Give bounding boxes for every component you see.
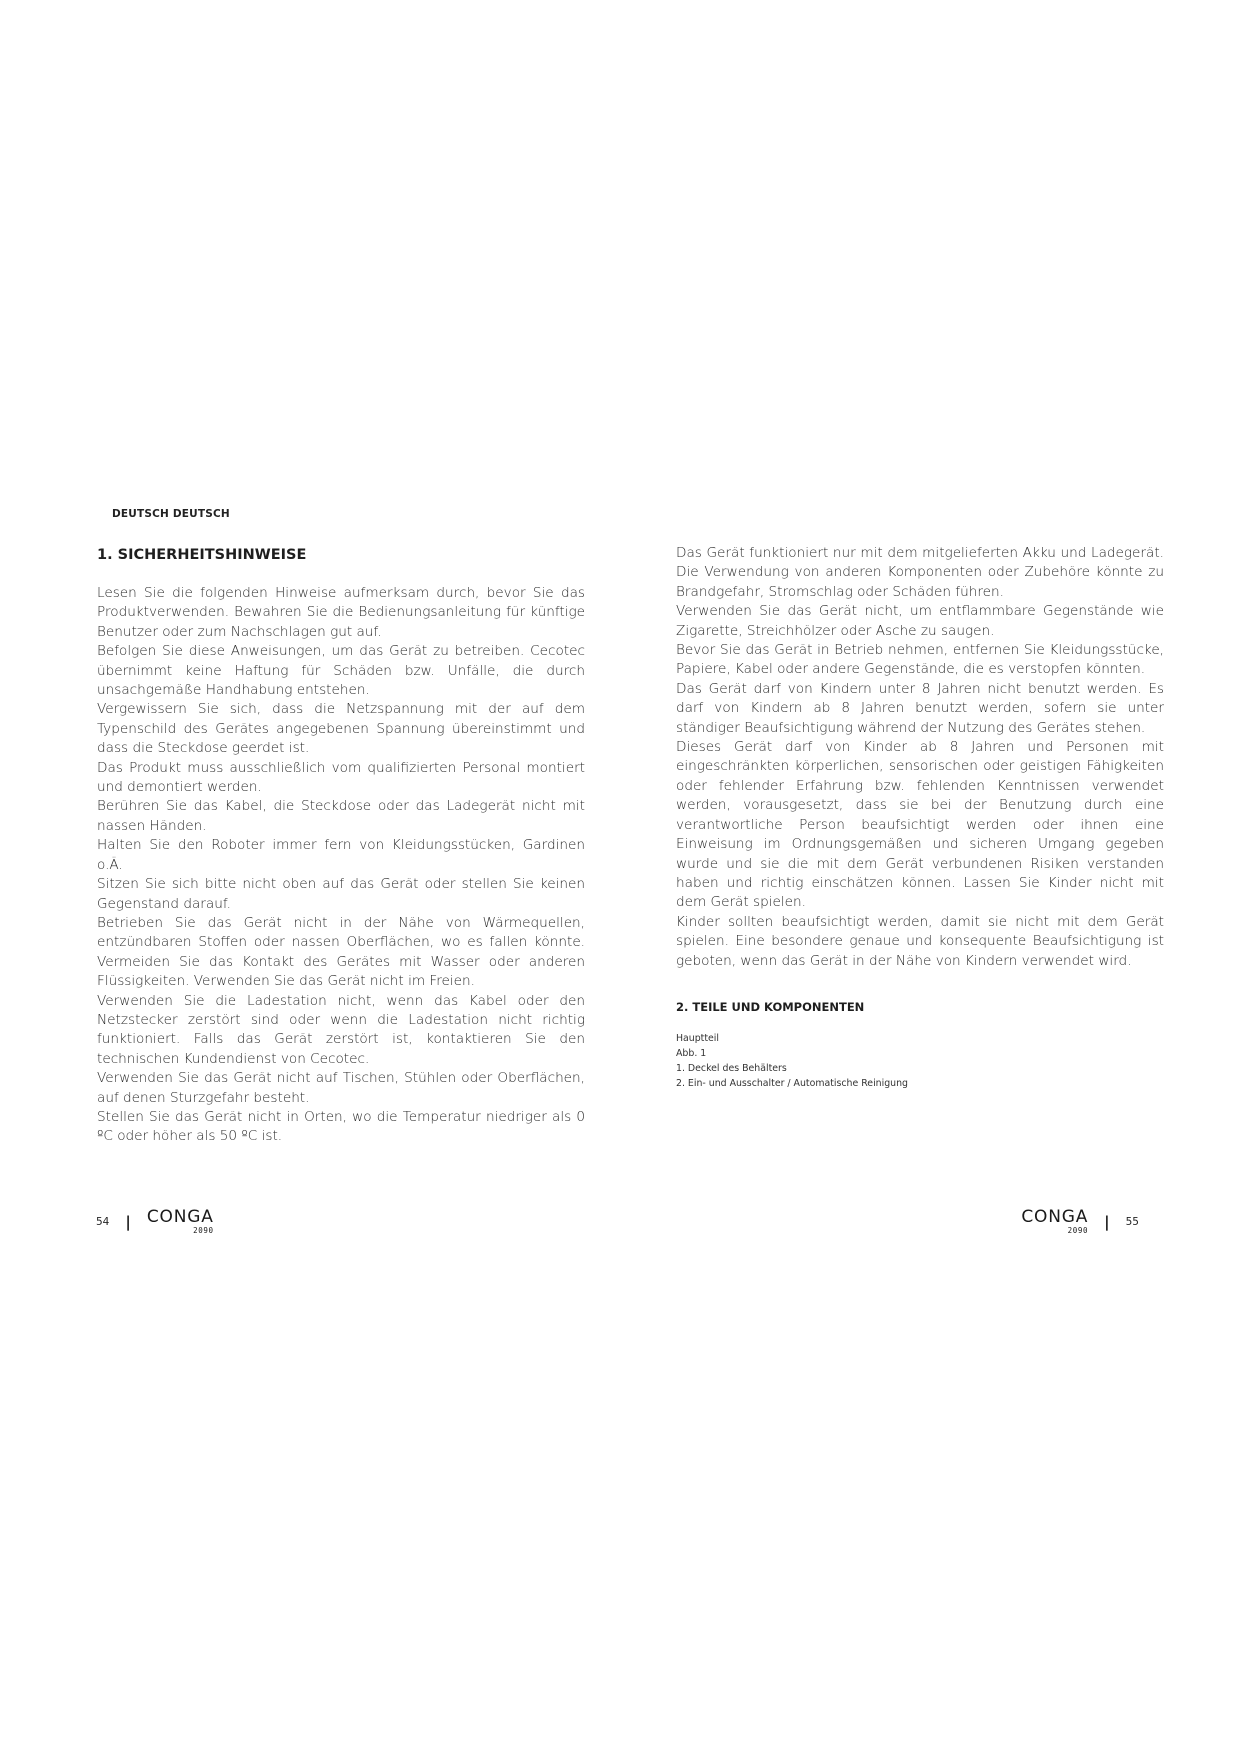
page-number-right: 55 [1125, 1216, 1139, 1228]
parts-list-item: 1. Deckel des Behälters [676, 1062, 787, 1074]
left-column [97, 544, 585, 1147]
footer-separator: | [1104, 1213, 1110, 1231]
figure-label: Abb. 1 [676, 1047, 707, 1059]
logo-wordmark: CONGA [146, 1207, 214, 1228]
footer-left [96, 1207, 214, 1237]
parts-list-item: 2. Ein- und Ausschalter / Automatische Reinigung [676, 1077, 909, 1089]
footer-separator: | [125, 1213, 131, 1231]
paragraph: Stellen Sie das Gerät nicht in Orten, wo die Temperatur niedriger als 0 ºC oder höher als 50 ºC ist. [97, 1108, 585, 1145]
paragraph: Berühren Sie das Kabel, die Steckdose oder das Ladegerät nicht mit nassen Händen. [97, 798, 585, 834]
paragraph: Vergewissern Sie sich, dass die Netzspannung mit der auf dem Typenschild des Gerätes angegebenen Spannung übereinstimmt und dass die Steckdose geerdet ist. [97, 701, 585, 757]
paragraph: Das Gerät funktioniert nur mit dem mitgelieferten Akku und Ladegerät. Die Verwendung von anderen Komponenten oder Zubehöre könnte zu Brandgefahr, Stromschlag oder Schäden führen. [676, 545, 1164, 600]
parts-section-label: Hauptteil [676, 1032, 720, 1044]
conga-logo [1021, 1209, 1088, 1235]
paragraph: Das Produkt muss ausschließlich vom qualifizierten Personal montiert und demontiert werden. [97, 759, 585, 796]
paragraph: Verwenden Sie das Gerät nicht auf Tischen, Stühlen oder Oberflächen, auf denen Sturzgefahr besteht. [97, 1070, 585, 1106]
right-column [676, 544, 1164, 1091]
paragraph: Halten Sie den Roboter immer fern von Kleidungsstücken, Gardinen o.Ä. [97, 837, 585, 873]
paragraph: Befolgen Sie diese Anweisungen, um das Gerät zu betreiben. Cecotec übernimmt keine Haftung für Schäden bzw. Unfälle, die durch unsachgemäße Handhabung entstehen. [97, 643, 585, 699]
page-number-left: 54 [96, 1216, 110, 1228]
logo-wordmark: CONGA [1021, 1207, 1089, 1228]
footer-right [1021, 1207, 1139, 1237]
paragraph: Dieses Gerät darf von Kinder ab 8 Jahren und Personen mit eingeschränkten körperlichen, sensorischen oder geistigen Fähigkeiten oder fehlender Erfahrung bzw. fehlenden Kenntnissen verwendet werden, vorausgesetzt, dass sie bei der Benutzung durch eine verantwortliche Person beaufsichtigt werden oder ihnen eine Einweisung im Ordnungsgemäßen und sicheren Umgang gegeben wurde und sie die mit dem Gerät verbundenen Risiken verstanden haben und richtig einschätzen können. Lassen Sie Kinder nicht mit dem Gerät spielen. [676, 739, 1164, 911]
logo-model: 2090 [1067, 1226, 1089, 1236]
paragraph: Verwenden Sie die Ladestation nicht, wenn das Kabel oder den Netzstecker zerstört sind oder wenn die Ladestation nicht richtig funktioniert. Falls das Gerät zerstört ist, kontaktieren Sie den technischen Kundendienst von Cecotec. [97, 992, 585, 1067]
logo-model: 2090 [193, 1226, 214, 1236]
paragraph: Lesen Sie die folgenden Hinweise aufmerksam durch, bevor Sie das Produktverwenden. Bewahren Sie die Bedienungsanleitung für künftige Benutzer oder zum Nachschlagen gut auf. [97, 585, 585, 640]
paragraph: Betrieben Sie das Gerät nicht in der Nähe von Wärmequellen, entzündbaren Stoffen oder nassen Oberflächen, wo es fallen könnte. Vermeiden Sie das Kontakt des Gerätes mit Wasser oder anderen Flüssigkeiten. Verwenden Sie das Gerät nicht im Freien. [97, 914, 585, 990]
paragraph: Verwenden Sie das Gerät nicht, um entflammbare Gegenstände wie Zigarette, Streichhölzer oder Asche zu saugen. [676, 603, 1164, 639]
paragraph: Das Gerät darf von Kindern unter 8 Jahren nicht benutzt werden. Es darf von Kindern ab 8 Jahren benutzt werden, sofern sie unter ständiger Beaufsichtigung während der Nutzung des Gerätes stehen. [676, 680, 1164, 736]
section-heading-parts: 2. TEILE UND KOMPONENTEN [676, 999, 865, 1014]
language-header: DEUTSCH DEUTSCH [112, 508, 230, 520]
section-heading-safety: 1. SICHERHEITSHINWEISE [97, 547, 307, 563]
conga-logo [147, 1209, 214, 1235]
paragraph: Bevor Sie das Gerät in Betrieb nehmen, entfernen Sie Kleidungsstücke, Papiere, Kabel oder andere Gegenstände, die es verstopfen könnten. [676, 642, 1164, 678]
paragraph: Sitzen Sie sich bitte nicht oben auf das Gerät oder stellen Sie keinen Gegenstand darauf. [97, 876, 585, 912]
paragraph: Kinder sollten beaufsichtigt werden, damit sie nicht mit dem Gerät spielen. Eine besondere genaue und konsequente Beaufsichtigung ist geboten, wenn das Gerät in der Nähe von Kindern verwendet wird. [676, 913, 1164, 969]
